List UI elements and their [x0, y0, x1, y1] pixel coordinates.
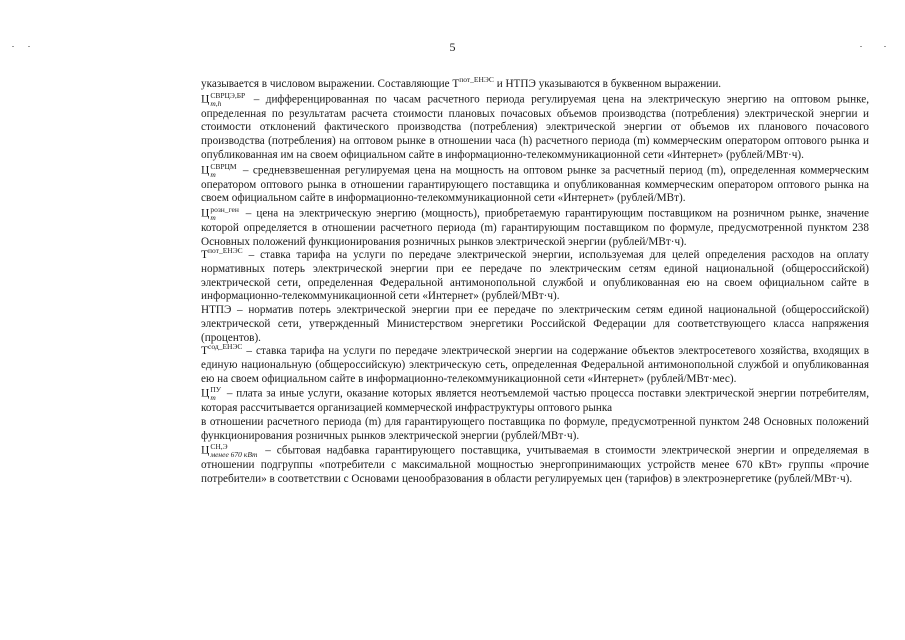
definition-superscript: СВРЦЭ,БР	[210, 90, 246, 100]
definition-superscript: СВРЦМ	[210, 161, 237, 171]
intro-superscript: пот_ЕНЭС	[459, 75, 494, 84]
definition-indices	[210, 92, 245, 108]
definition-superscript: СН,Э	[210, 442, 228, 452]
definition-subscript: менее 670 кВт	[210, 450, 258, 460]
definition-indices	[210, 206, 239, 222]
definition-paragraph	[201, 443, 869, 486]
definition-symbol: Т	[201, 345, 209, 358]
definition-paragraph	[201, 206, 869, 249]
definition-paragraph	[201, 163, 869, 206]
definition-subscript: m	[210, 212, 216, 222]
definition-symbol: Ц	[201, 207, 210, 220]
document-body	[201, 75, 869, 487]
definition-symbol: Ц	[201, 93, 210, 106]
definition-symbol: Ц	[201, 387, 210, 400]
definition-superscript: сод_ЕНЭС	[208, 342, 243, 352]
definition-symbol: Т	[201, 249, 209, 262]
definition-text: – сбытовая надбавка гарантирующего поставщика, учитываемая в стоимости электрической энергии и определяемая в отношении подгруппы «потребители с максимальной мощностью энергопринимающих устройств менее 670 кВт» группы «прочие потребители» в соответствии с Основами ценообразования в области регулируемых цен (тарифов) в электроэнергетике (рублей/МВт·ч).	[201, 445, 869, 486]
definition-paragraph	[201, 342, 869, 386]
intro-paragraph	[201, 75, 869, 92]
definition-symbol: Ц	[201, 164, 210, 177]
page-number: 5	[449, 40, 456, 54]
definition-superscript: пот_ЕНЭС	[208, 246, 243, 256]
definition-superscript: розн_ген	[210, 204, 239, 214]
definition-subscript: m,h	[210, 98, 222, 108]
definition-paragraph	[201, 304, 869, 345]
definition-text: – дифференцированная по часам расчетного периода регулируемая цена на электрическую энергию на оптовом рынке, определенная по результатам расчета стоимости плановых почасовых объемов производства (потребления) электрической энергии и стоимости отклонений фактического производства (потребления) электрической энергии от объемов их планового почасового производства (потребления) на оптовом рынке в отношении часа (h) расчетного периода (m) коммерческим оператором оптового рынка и опубликованная им на своем официальном сайте в информационно-телекоммуникационной сети «Интернет» (рублей/МВт·ч).	[201, 93, 869, 161]
definition-paragraph	[201, 386, 869, 416]
definition-indices	[210, 443, 257, 459]
definition-text: – норматив потерь электрической энергии при ее передаче по электрическим сетям единой национальной (общероссийской) электрической сети, утвержденный Министерством энергетики Российской Федерации для соответствующего класса напряжения (процентов).	[201, 304, 869, 344]
definition-indices	[210, 163, 236, 179]
definition-text: – средневзвешенная регулируемая цена на мощность на оптовом рынке за расчетный период (m), определенная коммерческим оператором оптового рынка в отношении гарантирующего поставщика и опубликованная коммерческим оператором оптового рынка на своем официальном сайте в информационно-телекоммуникационной сети «Интернет» (рублей/МВт).	[201, 164, 869, 205]
definition-text: – плата за иные услуги, оказание которых является неотъемлемой частью процесса поставки электрической энергии потребителям, которая рассчитывается организацией коммерческой инфраструктуры оптового рынка	[201, 387, 869, 415]
definition-subscript: m	[210, 169, 216, 179]
definition-text: – ставка тарифа на услуги по передаче электрической энергии на содержание объектов электросетевого хозяйства, входящих в единую национальную (общероссийскую) электрическую сеть, определенная Федеральной антимонопольной службой и опубликованная ею на своем официальном сайте в информационно-телекоммуникационной сети «Интернет» (рублей/МВт·мес).	[201, 345, 869, 385]
definition-continuation: в отношении расчетного периода (m) для гарантирующего поставщика по формуле, предусмотренной пунктом 248 Основных положений функционирования розничных рынков электрической энергии (рублей/МВт·ч).	[201, 416, 869, 442]
definition-symbol: Ц	[201, 445, 210, 458]
definition-paragraph	[201, 92, 869, 163]
intro-text-b: и НТПЭ указываются в буквенном выражении.	[493, 78, 722, 90]
definition-paragraph	[201, 246, 869, 304]
definition-superscript: ПУ	[210, 385, 222, 395]
definition-text: – ставка тарифа на услуги по передаче электрической энергии, используемая для целей определения расходов на оплату нормативных потерь электрической энергии при ее передаче по электрическим сетям единой национальной (общероссийской) электрической сети, определенная Федеральной антимонопольной службой и опубликованная ею на своем официальном сайте в информационно-телекоммуникационной сети «Интернет» (рублей/МВт·ч).	[201, 249, 869, 303]
definition-subscript: m	[210, 393, 216, 403]
definition-text: – цена на электрическую энергию (мощность), приобретаемую гарантирующим поставщиком на розничном рынке, значение которой определяется в отношении расчетного периода (m) гарантирующим поставщиком по формуле, предусмотренной пунктом 238 Основных положений функционирования розничных рынков электрической энергии (рублей/МВт·ч).	[201, 207, 869, 248]
definition-symbol: НТПЭ	[201, 304, 232, 317]
definition-indices	[210, 386, 221, 402]
intro-text-a: указывается в числовом выражении. Составляющие Т	[201, 78, 460, 90]
